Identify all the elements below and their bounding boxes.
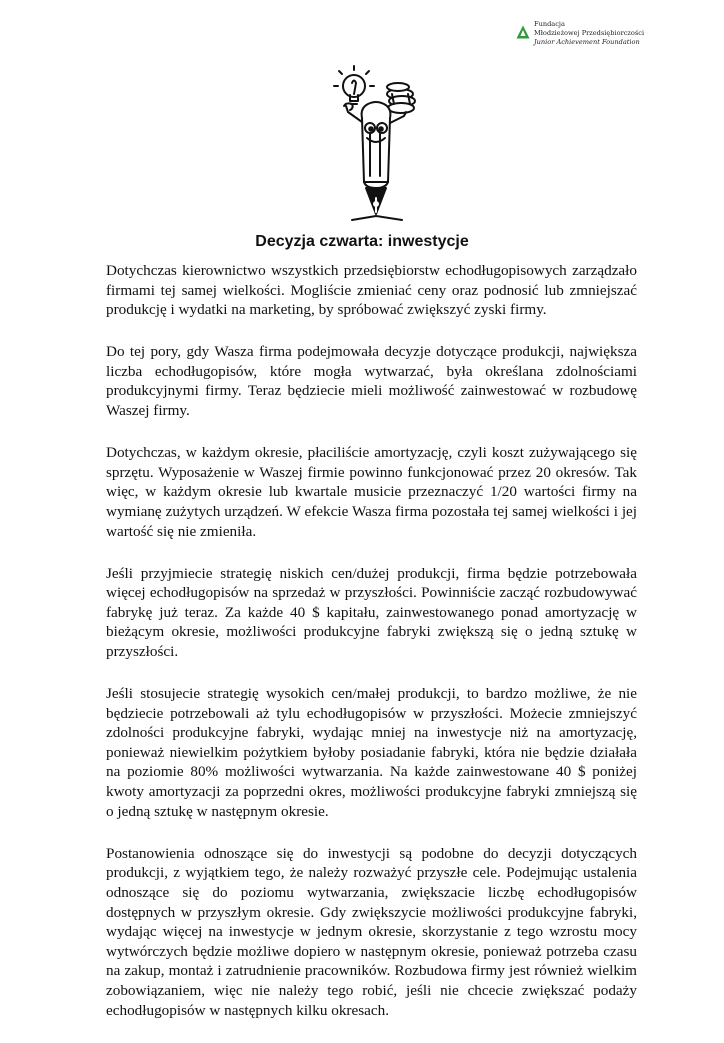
org-name-line1: Fundacja [534, 20, 565, 28]
organization-logo [516, 20, 716, 52]
page-title: Decyzja czwarta: inwestycje [255, 233, 469, 250]
paragraph-3: Dotychczas, w każdym okresie, płaciliście amortyzację, czyli koszt zużywającego się sprzętu. Wyposażenie w Waszej firmie powinno funkcjonować przez 20 okresów. Tak więc, w każdym okresie lub kwartale musicie przeznaczyć 1/20 wartości firmy na wymianę zużytych urządzeń. W efekcie Wasza firma pozostała tej samej wielkości i jej wartość się nie zmieniła. [106, 444, 637, 540]
document-body [106, 261, 637, 1043]
paragraph-4: Jeśli przyjmiecie strategię niskich cen/dużej produkcji, firma będzie potrzebowała więcej echodługopisów na sprzedaż w przyszłości. Powinniście zacząć rozbudowywać fabrykę już teraz. Za każde 40 $ kapitału, zainwestowanego ponad amortyzację w bieżącym okresie, możliwości produkcyjne fabryki zwiększą się o jedną sztukę w przyszłości. [106, 564, 637, 660]
paragraph-1: Dotychczas kierownictwo wszystkich przedsiębiorstw echodługopisowych zarządzało firmami tej samej wielkości. Mogliście zmieniać ceny oraz podnosić lub zmniejszać produkcję i wydatki na marketing, by spróbować zwiększyć zyski firmy. [106, 262, 637, 319]
org-name-line3: Junior Achievement Foundation [534, 38, 640, 46]
paragraph-6: Postanowienia odnoszące się do inwestycji są podobne do decyzji dotyczących produkcji, z wyjątkiem tego, że należy rozważyć przyszłe cele. Podejmując ustalenia odnoszące się do poziomu wytwarzania, zwiększacie liczbę echodługopisów dostępnych w przyszłym okresie. Gdy zwiększycie możliwości produkcyjne fabryki, wydając więcej na inwestycje w jednym okresie, skorzystanie z tego wzrostu mocy wytwórczych będzie możliwe dopiero w następnym okresie, ponieważ potrzeba czasu na zakup, montaż i zatrudnienie pracowników. Rozbudowa firmy jest również wielkim zobowiązaniem, więc nie należy tego robić, jeśli nie chcecie zwiększać podaży echodługopisów w następnych kilku okresach. [106, 844, 637, 1019]
organization-name [534, 20, 644, 47]
junior-achievement-triangle-icon [516, 25, 530, 39]
paragraph-5: Jeśli stosujecie strategię wysokich cen/małej produkcji, to bardzo możliwe, że nie będziecie potrzebowali aż tylu echodługopisów w przyszłości. Możecie zmniejszyć zdolności produkcyjne fabryki, wydając mniej na inwestycje niż na amortyzację, ponieważ niewielkim pożytkiem byłoby posiadanie fabryki, która nie będzie działała na poziomie 80% możliwości wytwarzania. Na każde zainwestowane 40 $ poniżej kwoty amortyzacji za poprzedni okres, możliwości produkcyjne fabryki zmniejszą się o jedną sztukę w następnym okresie. [106, 685, 637, 820]
pen-mascot-icon [322, 64, 434, 230]
org-name-line2: Młodzieżowej Przedsiębiorczości [534, 29, 645, 37]
paragraph-2: Do tej pory, gdy Wasza firma podejmowała decyzje dotyczące produkcji, największa liczba echodługopisów, które mogła wytwarzać, była określana zdolnościami produkcyjnymi firmy. Teraz będziecie mieli możliwość zainwestować w rozbudowę Waszej firmy. [106, 343, 637, 420]
